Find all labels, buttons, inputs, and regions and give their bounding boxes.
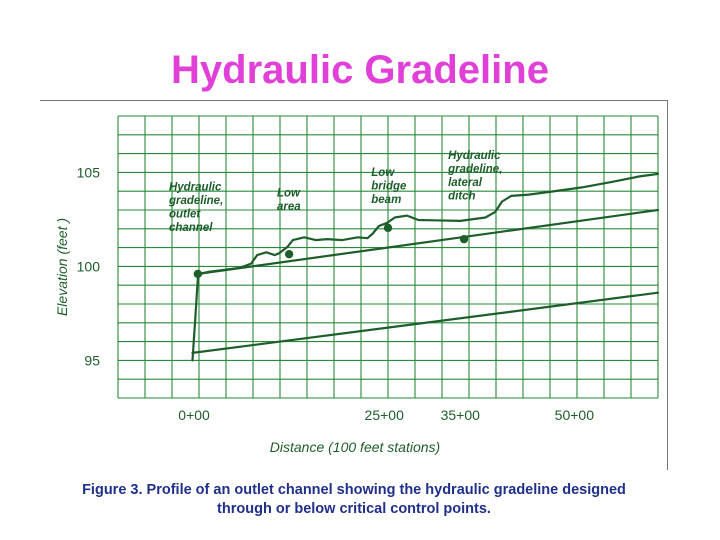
figure-caption [40,481,668,519]
annotation-line: lateral [448,176,482,189]
annotation-line: gradeline, [448,163,503,176]
x-tick-label: 50+00 [554,407,595,423]
annotation-line: Low [371,166,395,179]
caption-line-1: Figure 3. Profile of an outlet channel showing the hydraulic gradeline designed [82,482,626,498]
y-tick-label: 100 [76,258,100,275]
annotation-line: Hydraulic [168,181,222,194]
control-point [285,250,293,258]
control-point [194,270,202,278]
annotation-line: channel [168,221,213,234]
annotation-line: Low [276,187,300,200]
x-tick-label: 25+00 [364,407,404,423]
annotation [277,187,301,213]
control-point [460,235,468,243]
x-tick-label: 0+00 [178,407,210,423]
y-tick-label: 95 [84,352,100,369]
annotation-line: gradeline, [168,194,224,207]
y-axis-label: Elevation (feet ) [54,217,70,317]
x-tick-label: 35+00 [440,407,480,423]
annotation-line: outlet [168,208,201,221]
chart [40,100,668,470]
control-point [384,224,392,232]
annotation-line: Hydraulic [448,149,501,162]
x-axis-label: Distance (100 feet stations) [269,439,441,455]
y-tick-label: 105 [76,164,100,181]
annotation-line: beam [371,193,402,206]
caption-line-2: through or below critical control points. [217,501,491,517]
page-title: Hydraulic Gradeline [171,48,549,92]
annotation-line: area [276,200,301,213]
grid [118,116,658,398]
annotation-line: bridge [371,180,407,193]
annotation-line: ditch [448,190,476,203]
